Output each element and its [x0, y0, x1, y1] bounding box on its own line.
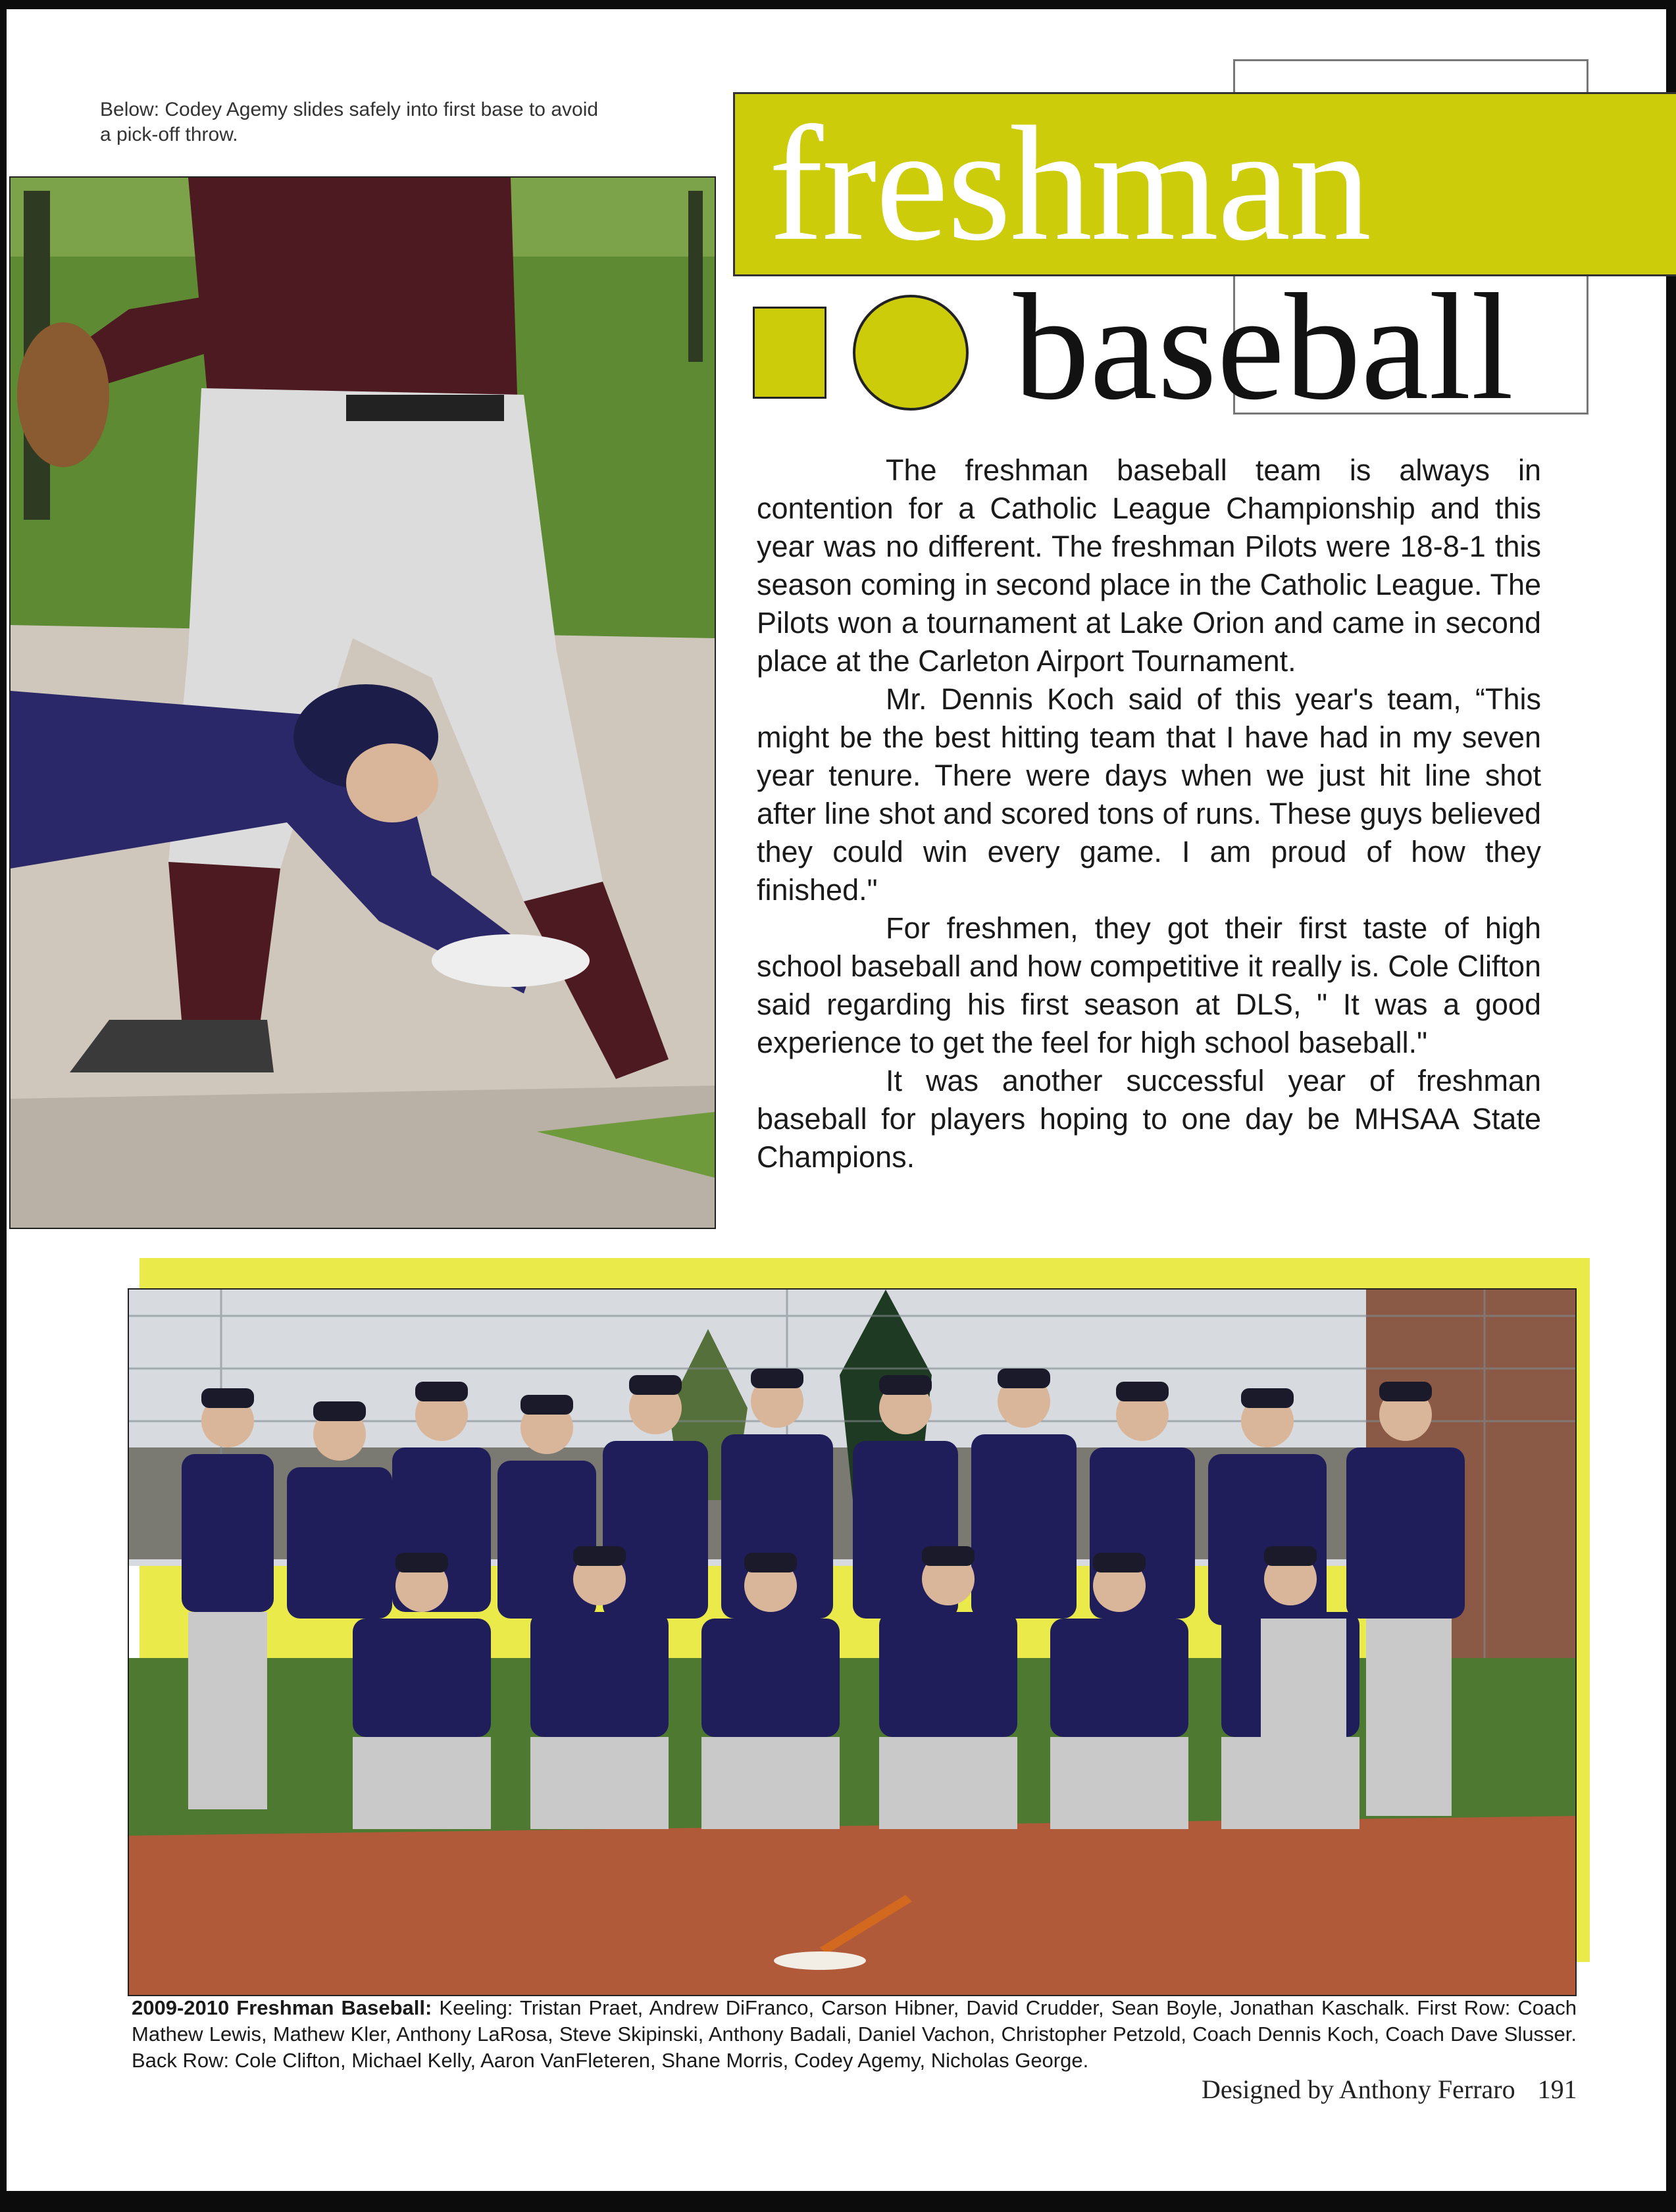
title-circle-icon: [853, 295, 969, 411]
team-caption-names: Keeling: Tristan Praet, Andrew DiFranco, Carson Hibner, David Crudder, Sean Boyle, Jonathan Kaschalk. First Row: Coach Mathew Lewis, Mathew Kler, Anthony LaRosa, Steve Skipinski, Anthony Badali, Daniel Vachon, Christopher Petzold, Coach Dennis Koch, Coach Dave Slusser. Back Row: Cole Clifton, Michael Kelly, Aaron VanFleteren, Shane Morris, Codey Agemy, Nicholas George.: [132, 1996, 1577, 2072]
article-paragraph: It was another successful year of freshman baseball for players hoping to one day be MHSAA State Champions.: [757, 1064, 1541, 1174]
designer-credit: Designed by Anthony Ferraro: [1202, 2074, 1515, 2104]
page-edge-right: [1666, 0, 1676, 2212]
page-edge-bottom: [0, 2191, 1676, 2212]
page-number: 191: [1537, 2074, 1577, 2104]
article-paragraph: The freshman baseball team is always in contention for a Catholic League Championship and this year was no different. The freshman Pilots were 18-8-1 this season coming in second place in the Catholic League. The Pilots won a tournament at Lake Orion and came in second place at the Carleton Airport Tournament.: [757, 453, 1541, 678]
article-paragraph: For freshmen, they got their first taste of high school baseball and how competitive it really is. Cole Clifton said regarding his first season at DLS, " It was a good experience to get the feel for high school baseball.": [757, 911, 1541, 1059]
article-body: [757, 451, 1541, 1176]
page-edge-left: [0, 0, 7, 2212]
slide-photo: [9, 176, 716, 1229]
page-edge-top: [0, 0, 1676, 9]
team-caption: [132, 1995, 1577, 2074]
title-square-icon: [753, 307, 826, 399]
title-freshman: freshman: [769, 93, 1371, 275]
title-baseball: baseball: [1013, 263, 1514, 432]
page-footer: [1202, 2074, 1577, 2105]
team-photo: [128, 1288, 1577, 1996]
article-paragraph: Mr. Dennis Koch said of this year's team, “This might be the best hitting team that I have had in my seven year tenure. There were days when we just hit line shot after line shot and scored tons of runs. These guys believed they could win every game. I am proud of how they finished.": [757, 682, 1541, 907]
photo-caption: Below: Codey Agemy slides safely into first base to avoid a pick-off throw.: [100, 99, 599, 145]
team-caption-label: 2009-2010 Freshman Baseball:: [132, 1996, 432, 2019]
